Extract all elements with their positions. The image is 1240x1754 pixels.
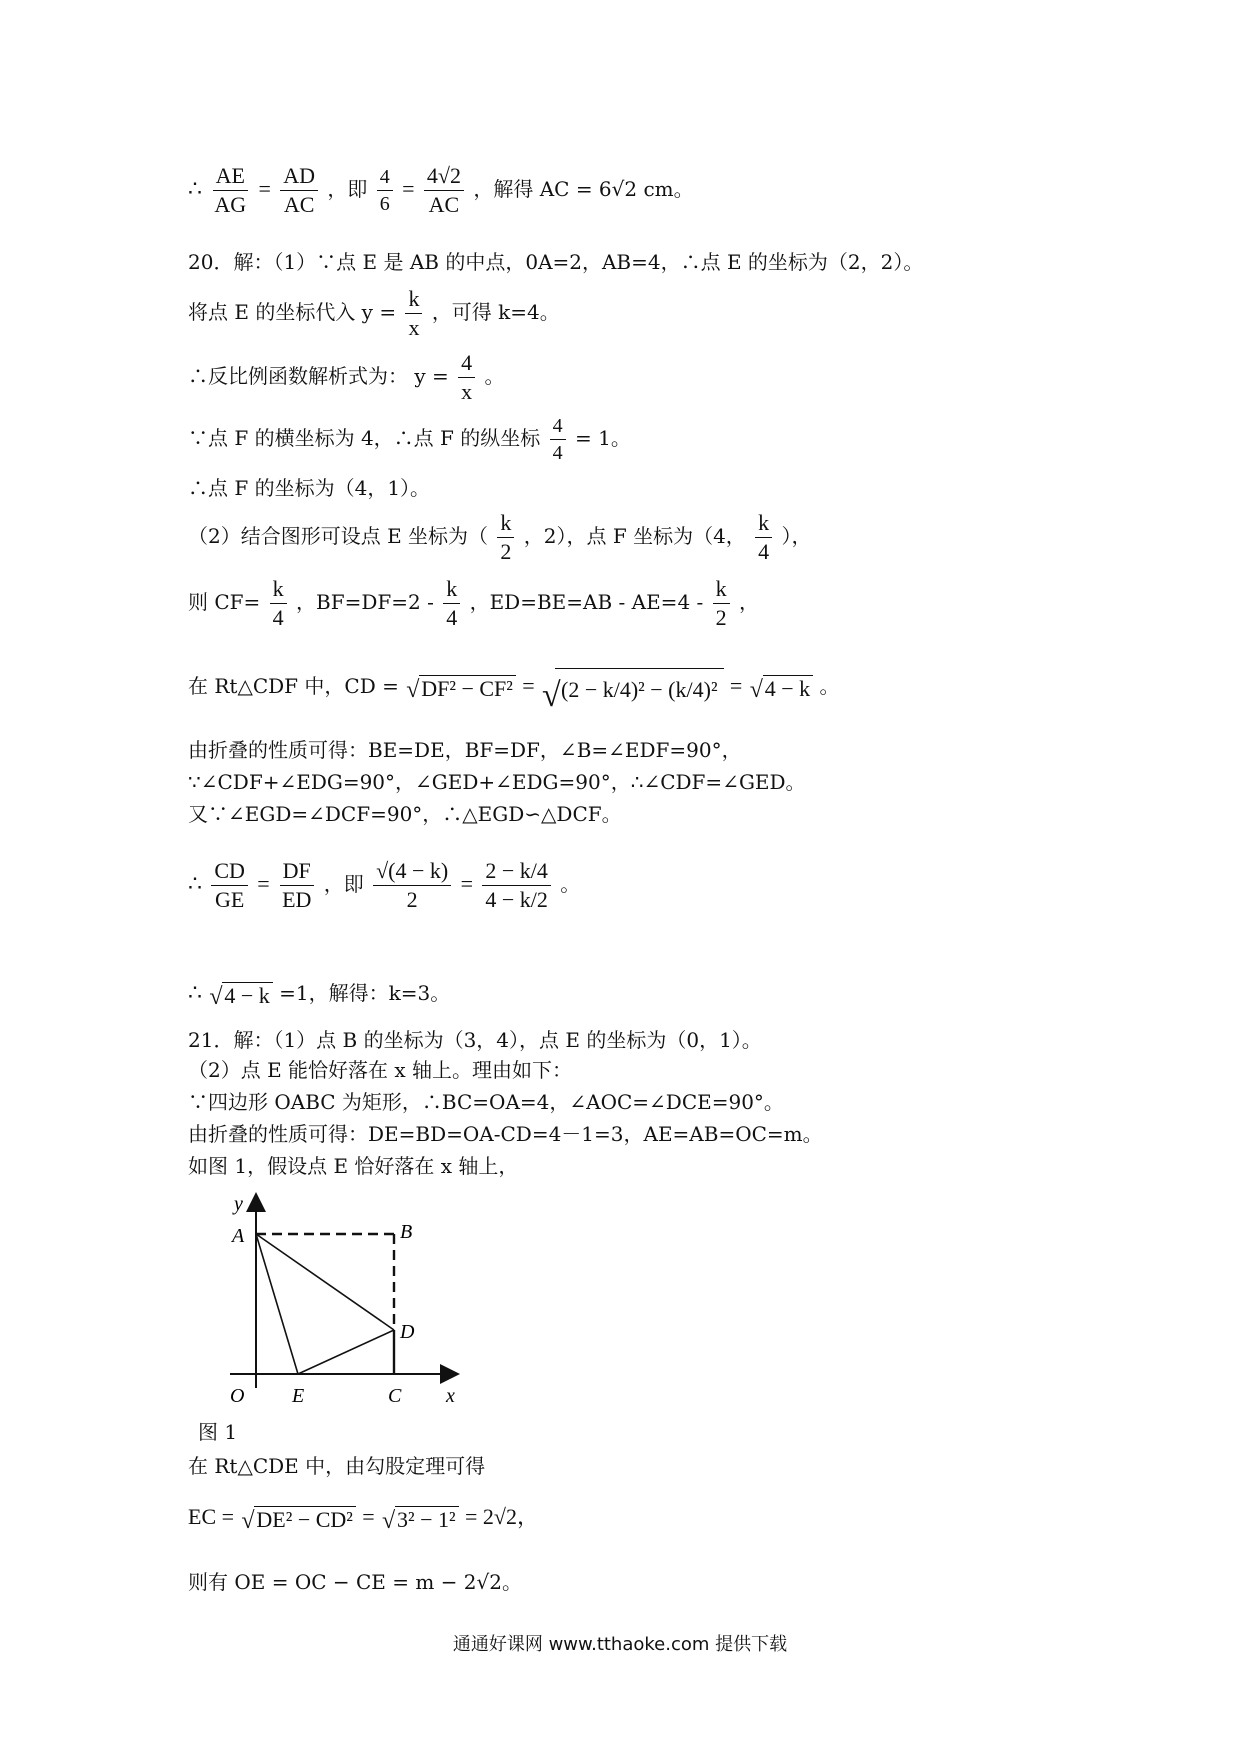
equation-line-21: EC = √ DE² − CD² = √ 3² − 1² = 2√2， <box>188 1504 539 1534</box>
radical: √ 4 − k <box>750 675 813 700</box>
text-line-22: 则有 OE = OC − CE = m − 2√2。 <box>188 1570 523 1594</box>
fraction: $\frac{AE}{AG}$ <box>214 163 247 217</box>
label-B: B <box>400 1221 413 1243</box>
equation-line-3: 将点 E 的坐标代入 y = $\frac{k}{x}$ ，可得 k=4。 <box>188 286 560 340</box>
fraction: $\frac{4√2}{AC}$ <box>424 165 464 216</box>
label-y: y <box>234 1193 243 1215</box>
equation-line-8: 则 CF= $\frac{k}{4}$ ，BF=DF=2 - $\frac{k}{4}$ ，ED=BE=AB - AE=4 - $\frac{k}{2}$ ， <box>188 576 759 630</box>
equation-line-9: 在 Rt△CDF 中，CD = √ DF² − CF² = √ (2 − k/4)² − (k/4)² = √ 4 − k 。 <box>188 668 839 707</box>
text-line-17: ∵四边形 OABC 为矩形，∴BC=OA=4，∠AOC=∠DCE=90°。 <box>188 1090 784 1114</box>
equation-line-14: ∴ √ 4 − k =1，解得：k=3。 <box>188 980 451 1010</box>
radical: √ 3² − 1² <box>382 1506 459 1531</box>
text-line-19: 如图 1，假设点 E 恰好落在 x 轴上， <box>188 1154 519 1178</box>
radical: √ 4 − k <box>209 982 272 1007</box>
radical: √ DE² − CD² <box>241 1506 356 1531</box>
label-D: D <box>400 1321 415 1343</box>
equation-line-7: （2）结合图形可设点 E 坐标为（ $\frac{k}{2}$ ，2），点 F 坐标为（4， $\frac{k}{4}$ ）， <box>188 510 812 564</box>
text-line-20: 在 Rt△CDE 中，由勾股定理可得 <box>188 1454 486 1478</box>
radical: √ DF² − CF² <box>406 675 516 700</box>
label-E: E <box>292 1385 305 1407</box>
text-line-18: 由折叠的性质可得：DE=BD=OA-CD=4－1=3，AE=AB=OC=m。 <box>188 1122 823 1146</box>
fraction: $\frac{AD}{AC}$ <box>280 165 318 216</box>
equation-line-5: ∵点 F 的横坐标为 4，∴点 F 的纵坐标 $\frac{4}{4}$ = 1。 <box>188 415 631 464</box>
label-A: A <box>232 1225 245 1247</box>
text-line-21-part1: 21．解：（1）点 B 的坐标为（3，4），点 E 的坐标为（0，1）。 <box>188 1028 762 1052</box>
fraction: $\frac{CD}{GE}$ <box>211 860 248 911</box>
fraction: $\frac{k}{4}$ <box>443 578 460 629</box>
text-line-10: 由折叠的性质可得：BE=DE，BF=DF，∠B=∠EDF=90°， <box>188 738 742 762</box>
label-C: C <box>388 1385 402 1407</box>
figure-1-diagram <box>220 1190 480 1410</box>
equation-line-4: ∴反比例函数解析式为： y = $\frac{4}{x}$ 。 <box>188 350 505 404</box>
segment-ED <box>298 1330 394 1374</box>
fraction: $\frac{k}{4}$ <box>270 578 287 629</box>
label-O: O <box>230 1385 245 1407</box>
fraction: $\frac{4}{x}$ <box>458 352 475 403</box>
text-line-16: （2）点 E 能恰好落在 x 轴上。理由如下： <box>188 1058 573 1082</box>
fraction: $\frac{k}{2}$ <box>713 578 730 629</box>
text-line-6: ∴点 F 的坐标为（4，1）。 <box>188 476 431 500</box>
fraction: $\frac{k}{4}$ <box>755 512 772 563</box>
fraction: $\frac{k}{2}$ <box>497 512 514 563</box>
footer-text: 通通好课网 www.tthaoke.com 提供下载 <box>452 1634 788 1655</box>
equation-line-1: ∴ $\frac{AE}{AG}$ = $\frac{AD}{AC}$ ，即 $\frac{4}{6}$ = $\frac{4√2}{AC}$ ，解得 AC = 6√2 cm。 <box>188 163 694 217</box>
radical: √ (2 − k/4)² − (k/4)² <box>542 668 724 707</box>
fraction: $\frac{4}{6}$ <box>377 167 393 214</box>
segment-AD <box>256 1234 394 1330</box>
text-line-20-part1: 20．解：（1）∵点 E 是 AB 的中点，0A=2，AB=4，∴点 E 的坐标为（2，2）。 <box>188 250 924 274</box>
equation-line-13: ∴ $\frac{CD}{GE}$ = $\frac{DF}{ED}$ ，即 $\frac{√(4 - k)}{2}$ = $\frac{2 - k/4}{4 - k/2}$ 。 <box>188 858 581 912</box>
fraction: $\frac{√(4 - k)}{2}$ <box>373 860 451 911</box>
segment-AE <box>256 1234 298 1374</box>
label-x: x <box>446 1385 455 1407</box>
fraction: $\frac{4}{4}$ <box>550 416 566 463</box>
figure-caption: 图 1 <box>198 1420 238 1444</box>
text-line-11: ∵∠CDF+∠EDG=90°，∠GED+∠EDG=90°，∴∠CDF=∠GED。 <box>188 770 806 794</box>
fraction: $\frac{DF}{ED}$ <box>279 860 314 911</box>
text-line-12: 又∵∠EGD=∠DCF=90°，∴△EGD∽△DCF。 <box>188 802 622 826</box>
fraction: $\frac{k}{x}$ <box>405 288 422 339</box>
fraction: $\frac{2 - k/4}{4 - k/2}$ <box>482 860 551 911</box>
